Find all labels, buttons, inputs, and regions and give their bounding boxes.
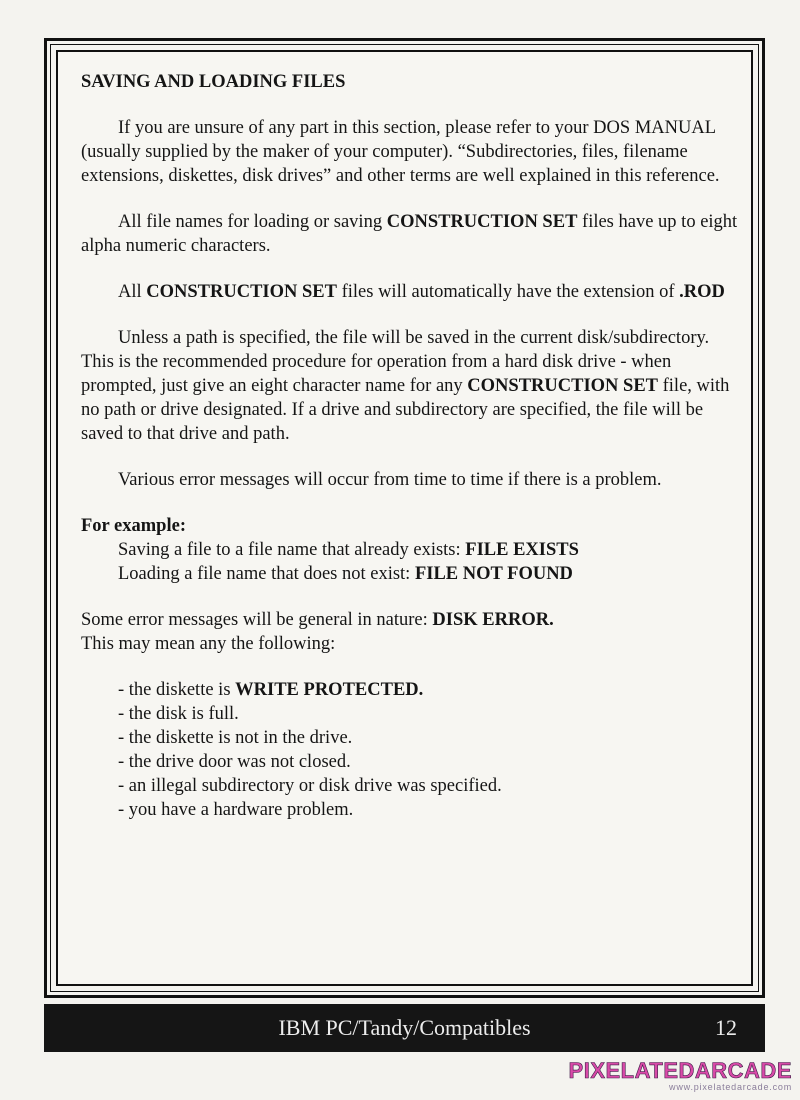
error-disk-error: DISK ERROR. (432, 610, 554, 630)
error-intro-paragraph: Various error messages will occur from time to time if there is a problem. (118, 470, 662, 490)
extension-paragraph (81, 280, 741, 304)
path-text-post: file, with no path or drive designated. If a drive and subdirectory are specified, the file will be saved to that drive and path. (81, 376, 730, 444)
construction-set-term: CONSTRUCTION SET (467, 376, 658, 396)
rod-extension: .ROD (679, 282, 725, 302)
intro-paragraph: If you are unsure of any part in this section, please refer to your DOS MANUAL (usually supplied by the maker of your computer). “Subdirectories, files, filename extensions, diskettes, disk drives” and other terms are well explained in this reference. (81, 118, 720, 186)
write-protected-term: WRITE PROTECTED. (235, 680, 424, 700)
extension-text-mid: files will automatically have the extension of (336, 282, 680, 302)
footer-bar (44, 1004, 765, 1052)
filename-paragraph (81, 210, 741, 258)
watermark-logo: PIXELATEDARCADE (568, 1058, 792, 1083)
page-number: 12 (715, 1015, 737, 1040)
construction-set-term: CONSTRUCTION SET (386, 212, 578, 232)
disk-error-causes (81, 678, 741, 822)
list-item: - the drive door was not closed. (118, 752, 351, 772)
list-item: - the disk is full. (118, 704, 239, 724)
filename-text-pre: All file names for loading or saving (118, 212, 387, 232)
list-item-text: - the diskette is (118, 680, 236, 700)
manual-content (81, 70, 741, 822)
example-text: Saving a file to a file name that already exists: (118, 540, 466, 560)
general-error-line (81, 608, 741, 632)
general-error-text: Some error messages will be general in nature: (81, 610, 433, 630)
list-item: - an illegal subdirectory or disk drive was specified. (118, 776, 502, 796)
extension-text-pre: All (118, 282, 147, 302)
construction-set-term: CONSTRUCTION SET (146, 282, 337, 302)
example-line-not-found (81, 562, 741, 586)
path-text-pre: Unless a path is specified, the file will be saved in the current disk/subdirectory. This is the recommended procedure for operation from a hard disk drive - when prompted, just give an eight character name for any (81, 328, 710, 396)
watermark-url: www.pixelatedarcade.com (669, 1082, 792, 1092)
error-file-exists: FILE EXISTS (465, 540, 579, 560)
footer-title: IBM PC/Tandy/Compatibles (278, 1015, 531, 1040)
list-item (118, 678, 741, 702)
example-text: Loading a file name that does not exist: (118, 564, 415, 584)
error-file-not-found: FILE NOT FOUND (414, 564, 573, 584)
list-item: - you have a hardware problem. (118, 800, 354, 820)
example-heading: For example: (81, 516, 186, 536)
watermark (569, 1058, 792, 1092)
example-line-exists (81, 538, 741, 562)
filename-text-post: files have up to eight alpha numeric characters. (81, 212, 738, 256)
section-heading: SAVING AND LOADING FILES (81, 72, 346, 92)
list-item: - the diskette is not in the drive. (118, 728, 353, 748)
general-error-line-2: This may mean any the following: (81, 634, 336, 654)
path-paragraph (81, 326, 741, 446)
